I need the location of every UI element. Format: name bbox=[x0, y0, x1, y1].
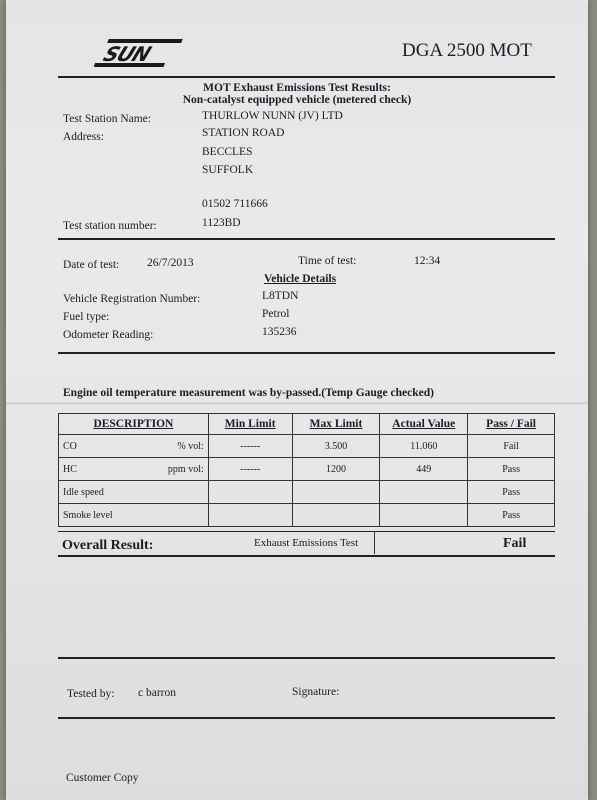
vehicle-section-title: Vehicle Details bbox=[264, 273, 337, 285]
address-line-1: STATION ROAD bbox=[202, 127, 285, 139]
time-label: Time of test: bbox=[298, 255, 357, 267]
row-min: ------ bbox=[208, 435, 292, 458]
col-max-limit: Max Limit bbox=[292, 414, 380, 435]
row-result: Pass bbox=[468, 504, 555, 527]
row-desc: HC ppm vol: bbox=[59, 458, 209, 481]
row-desc: Idle speed bbox=[59, 481, 209, 504]
table-row bbox=[59, 504, 555, 527]
row-min bbox=[208, 481, 292, 504]
vehicle-reg: L8TDN bbox=[262, 290, 299, 302]
test-time: 12:34 bbox=[414, 255, 441, 267]
model-title: DGA 2500 MOT bbox=[402, 40, 532, 61]
reg-label: Vehicle Registration Number: bbox=[63, 293, 201, 305]
sun-logo bbox=[94, 36, 186, 70]
results-table bbox=[58, 413, 555, 527]
row-actual bbox=[380, 504, 468, 527]
table-row bbox=[59, 481, 555, 504]
test-date: 26/7/2013 bbox=[147, 257, 194, 269]
col-actual-value: Actual Value bbox=[380, 414, 468, 435]
divider bbox=[58, 555, 555, 557]
mot-printout bbox=[6, 0, 588, 800]
row-actual bbox=[380, 481, 468, 504]
row-min bbox=[208, 504, 292, 527]
station-number-label: Test station number: bbox=[63, 220, 157, 232]
row-result: Fail bbox=[468, 435, 555, 458]
divider bbox=[58, 238, 555, 240]
divider bbox=[58, 657, 555, 659]
row-actual: 11.060 bbox=[380, 435, 468, 458]
divider bbox=[58, 717, 555, 719]
odometer-label: Odometer Reading: bbox=[63, 329, 154, 341]
row-desc: CO % vol: bbox=[59, 435, 209, 458]
station-number: 1123BD bbox=[202, 217, 241, 229]
row-max: 3.500 bbox=[292, 435, 380, 458]
svg-text:SUN: SUN bbox=[99, 42, 154, 66]
row-result: Pass bbox=[468, 458, 555, 481]
overall-result: Fail bbox=[503, 536, 527, 551]
col-pass-fail: Pass / Fail bbox=[468, 414, 555, 435]
tested-by-label: Tested by: bbox=[67, 688, 115, 700]
row-result: Pass bbox=[468, 481, 555, 504]
station-name: THURLOW NUNN (JV) LTD bbox=[202, 110, 343, 122]
divider bbox=[374, 531, 375, 554]
tested-by: c barron bbox=[138, 687, 176, 699]
divider bbox=[58, 531, 555, 532]
overall-label: Overall Result: bbox=[62, 538, 154, 553]
address-label: Address: bbox=[63, 131, 104, 143]
station-phone: 01502 711666 bbox=[202, 198, 268, 210]
row-desc: Smoke level bbox=[59, 504, 209, 527]
address-line-3: SUFFOLK bbox=[202, 164, 254, 176]
col-description: DESCRIPTION bbox=[59, 414, 209, 435]
row-max bbox=[292, 481, 380, 504]
signature-label: Signature: bbox=[292, 686, 340, 698]
row-actual: 449 bbox=[380, 458, 468, 481]
customer-copy-label: Customer Copy bbox=[66, 772, 139, 784]
fuel-type: Petrol bbox=[262, 308, 290, 320]
row-min: ------ bbox=[208, 458, 292, 481]
results-header-row bbox=[59, 414, 555, 435]
fuel-label: Fuel type: bbox=[63, 311, 110, 323]
table-row bbox=[59, 458, 555, 481]
report-title-1: MOT Exhaust Emissions Test Results: bbox=[203, 82, 391, 94]
date-label: Date of test: bbox=[63, 259, 120, 271]
divider bbox=[58, 352, 555, 354]
odometer-value: 135236 bbox=[262, 326, 297, 338]
table-row bbox=[59, 435, 555, 458]
row-max bbox=[292, 504, 380, 527]
divider bbox=[58, 76, 555, 78]
overall-test-name: Exhaust Emissions Test bbox=[254, 537, 359, 549]
col-min-limit: Min Limit bbox=[208, 414, 292, 435]
address-line-2: BECCLES bbox=[202, 146, 253, 158]
station-name-label: Test Station Name: bbox=[63, 113, 151, 125]
oil-temp-note: Engine oil temperature measurement was by-passed.(Temp Gauge checked) bbox=[63, 387, 434, 399]
row-max: 1200 bbox=[292, 458, 380, 481]
report-title-2: Non-catalyst equipped vehicle (metered check) bbox=[182, 94, 412, 106]
